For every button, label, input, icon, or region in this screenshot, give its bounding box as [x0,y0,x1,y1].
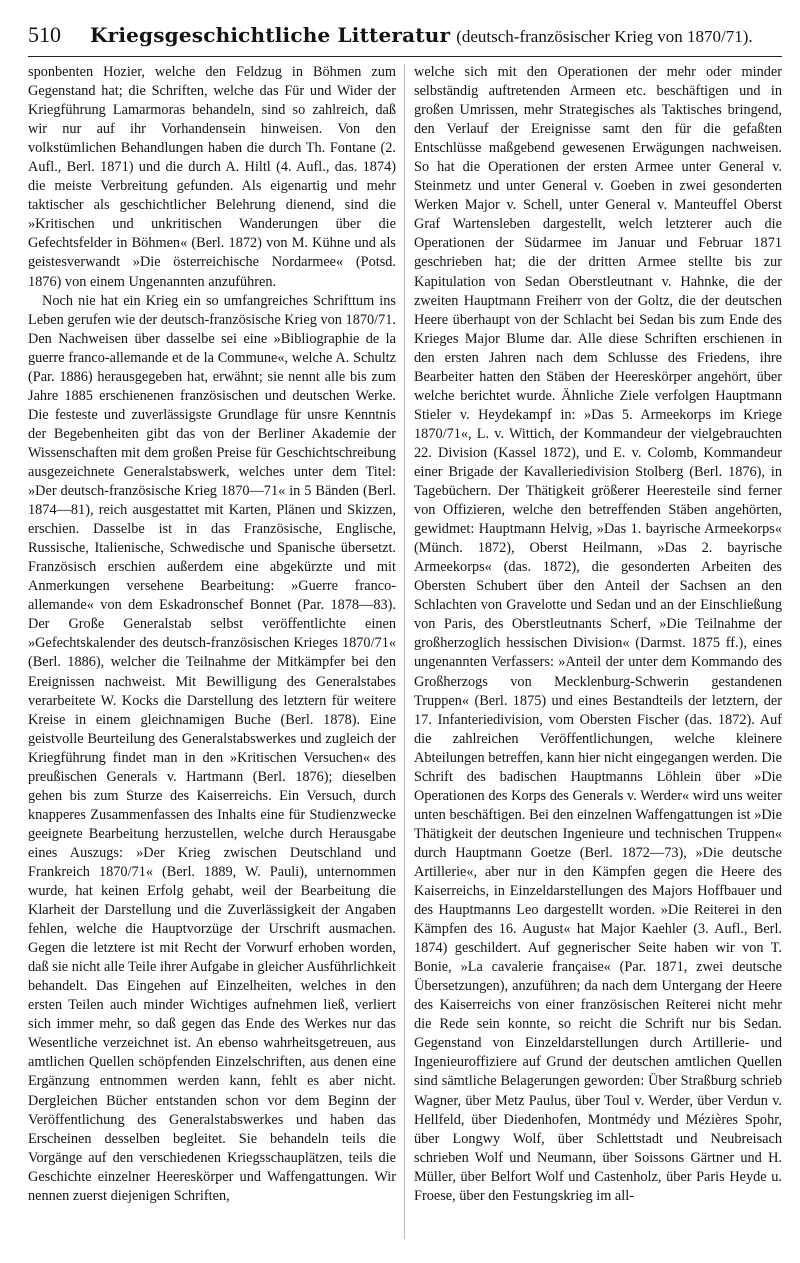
left-paragraph-2: Noch nie hat ein Krieg ein so umfangreiches Schrifttum ins Leben gerufen wie der deutsch-französische Krieg von 1870/71. Den Nachweisen über dasselbe sei eine »Bibliographie de la guerre franco-allemande et de la Commune«, welche A. Schultz (Par. 1886) herausgegeben hat, erwähnt; sie nennt alle bis zum Jahre 1885 erschienenen französischen und deutschen Werke. Die festeste und zuverlässigste Grundlage für unsre Kenntnis der Begebenheiten gibt das von der Berliner Akademie der Wissenschaften mit dem großen Preise für Geschichtschreibung ausgezeichnete Generalstabswerk, welches unter dem Titel: »Der deutsch-französische Krieg 1870—71« in 5 Bänden (Berl. 1874—81), reich ausgestattet mit Karten, Plänen und Skizzen, erschien. Dasselbe ist in das Französische, Englische, Russische, Italienische, Schwedische und Spanische übersetzt. Französisch erschien außerdem eine abgekürzte und mit Anmerkungen versehene Bearbeitung: »Guerre franco-allemande« von dem Eskadronschef Bonnet (Par. 1878—83). Der Große Generalstab selbst veröffentlichte einen »Gefechtskalender des deutsch-französischen Krieges 1870/71« (Berl. 1886), welcher die Teilnahme der Mitkämpfer bei den Ereignissen nachweist. Mit Bewilligung des Generalstabes verarbeitete W. Kocks die Darstellung des letztern für weitere Kreise in einem gleichnamigen Buche (Berl. 1878). Eine geistvolle Beurteilung des Generalstabswerkes und zugleich der Kriegführung findet man in den »Kritischen Versuchen« des preußischen Generals v. Hartmann (Berl. 1876); dieselben gehen bis zum Sturze des Kaiserreichs. Ein Versuch, durch knapperes Zusammenfassen des Inhalts eine für Studienzwecke geeignete Bearbeitung herzustellen, welche durch Herausgabe eines Auszugs: »Der Krieg zwischen Deutschland und Frankreich 1870/71« (Berl. 1889, W. Pauli), unternommen wurde, hat keinen Erfolg gehabt, weil der Bearbeitung die Klarheit der Darstellung und die Zuverlässigkeit der Angaben fehlen, welche die Hauptvorzüge der Urschrift ausmachen. Gegen die letztere ist mit Recht der Vorwurf erhoben worden, daß sie nicht alle Teile ihrer Aufgabe in gleicher Ausführlichkeit behandelt. Das Eingehen auf Einzelheiten, welches in den ersten Teilen auch minder Wichtiges aufnehmen ließ, verliert sich immer mehr, so daß gegen das Ende des Werkes nur das Wesentliche verzeichnet ist. An ebenso wahrheitsgetreuen, aus amtlichen Quellen schöpfenden Einzelschriften, aus denen eine Ergänzung entnommen werden kann, fehlt es aber nicht. Dergleichen Bücher entstanden schon vor dem Beginn der Veröffentlichung des Generalstabswerkes und haben das Erscheinen desselben begleitet. Sie behandeln teils die Vorgänge auf den verschiedenen Kriegsschauplätzen, teils die Geschichte einzelner Heereskörper und Waffengattungen. Wir nennen zuerst diejenigen Schriften, [28,292,396,1204]
right-column [414,63,782,1206]
running-header [28,22,782,57]
running-title: Kriegsgeschichtliche Litteratur [90,23,451,47]
page-number: 510 [28,22,61,47]
left-paragraph-1: sponbenten Hozier, welche den Feldzug in Böhmen zum Gegenstand hat; die Schriften, welche das Für und Wider der Kriegführung Lamarmoras behandeln, sind so zahlreich, daß wir nur auf ihr Vorhandensein hinweisen. Von den volkstümlichen Behandlungen haben die durch Th. Fontane (2. Aufl., Berl. 1871) und die durch A. Hiltl (4. Aufl., das. 1874) die meiste Verbreitung gefunden. Als eigenartig und mehr taktischer als geschichtlicher Belehrung dienend, sind die »Kritischen und unkritischen Wanderungen über die Gefechtsfelder in Böhmen« (Berl. 1872) von M. Kühne und als geistesverwandt »Die österreichische Nordarmee« (Potsd. 1876) von einem Ungenannten anzuführen. [28,64,396,290]
text-columns [28,63,782,1206]
running-subtitle: (deutsch-französischer Krieg von 1870/71). [456,27,753,46]
left-column [28,63,396,1206]
column-divider [404,64,405,1239]
right-paragraph-1: welche sich mit den Operationen der mehr oder minder selbständig auftretenden Armeen etc. beschäftigen und in großen Umrissen, mehr Strategisches als Taktisches bringend, den Verlauf der Ereignisse samt den für die gefaßten Entschlüsse maßgebend gewesenen Erwägungen nachweisen. So hat die Operationen der ersten Armee unter General v. Steinmetz und unter General v. Goeben in zwei gesonderten Werken Major v. Schell, unter General v. Manteuffel Oberst Graf Wartensleben dargestellt, welch letzterer auch die Operationen der Südarmee im Januar und Februar 1871 geschrieben hat; die der dritten Armee stellte bis zur Kapitulation von Sedan Oberstleutnant v. Hahnke, die der zweiten Hauptmann Freiherr von der Goltz, die der deutschen Heere überhaupt von der Schlacht bei Sedan bis zum Ende des Krieges Major Blume dar. Alle diese Schriften erschienen in den ersten Jahren nach dem Schlusse des Friedens, ihre Bearbeiter hatten den Stäben der Heereskörper angehört, über welche berichtet wurde. Ähnliche Ziele verfolgen Hauptmann Stieler v. Heydekampf in: »Das 5. Armeekorps im Kriege 1870/71«, L. v. Wittich, der Kommandeur der vielgebrauchten 22. Division (Kassel 1872), und E. v. Colomb, Kommandeur einer Brigade der Kavalleriedivision Stolberg (Berl. 1876), in Tagebüchern. Der Thätigkeit größerer Heeresteile sind ferner von Offizieren, welche den betreffenden Stäben angehörten, gewidmet: Hauptmann Helvig, »Das 1. bayrische Armeekorps« (Münch. 1872), Oberst Heilmann, »Das 2. bayrische Armeekorps« (das. 1872), die gesonderten Arbeiten des Obersten Schubert über den Anteil der Sachsen an den Schlachten von Gravelotte und Sedan und an der Einschließung von Paris, des Oberstleutnants Scherf, »Die Teilnahme der großherzoglich hessischen Division« (Darmst. 1875 ff.), eines ungenannten Verfassers: »Anteil der unter dem Kommando des Großherzogs von Mecklenburg-Schwerin gestandenen Truppen« (Berl. 1875) und eines Bestandteils der letztern, der 17. Infanteriedivision, vom Obersten Fischer (das. 1872). Auf die zahlreichen Veröffentlichungen, welche kleinere Abteilungen betreffen, kann hier nicht eingegangen werden. Die Schrift des badischen Hauptmanns Löhlein über »Die Operationen des Korps des Generals v. Werder« wird uns weiter unten beschäftigen. Bei den einzelnen Waffengattungen ist »Die Thätigkeit der deutschen Ingenieure und technischen Truppen« durch Hauptmann Goetze (Berl. 1872—73), »Die deutsche Artillerie«, aber nur in den Kämpfen gegen die Heere des Kaiserreichs, in Einzeldarstellungen des Majors Hoffbauer und des Hauptmanns Leo dargestellt worden. »Die Reiterei in den Kämpfen des 16. August« hat Major Kaehler (3. Aufl., Berl. 1874) geschildert. Auf gegnerischer Seite haben wir von T. Bonie, »La cavalerie française« (Par. 1871, zwei deutsche Übersetzungen), anzuführen; da nach dem Untergang der Heere des Kaiserreichs von einer französischen Reiterei nicht mehr die Rede sein konnte, so reicht die Schrift nur bis Sedan. Gegenstand von Einzeldarstellungen durch Artillerie- und Ingenieuroffiziere auf Grund der deutschen amtlichen Quellen sind sämtliche Belagerungen geworden: Über Straßburg schrieb Wagner, über Metz Paulus, über Toul v. Werder, über Verdun v. Hellfeld, über Diedenhofen, Montmédy und Mézières Spohr, über Longwy Wolf, über Schlettstadt und Neubreisach schrieben Wolf und Neumann, über Soissons Gärtner und H. Müller, über Belfort Wolf und Castenholz, über Paris Heyde u. Froese, über den Festungskrieg im all- [414,64,782,1204]
